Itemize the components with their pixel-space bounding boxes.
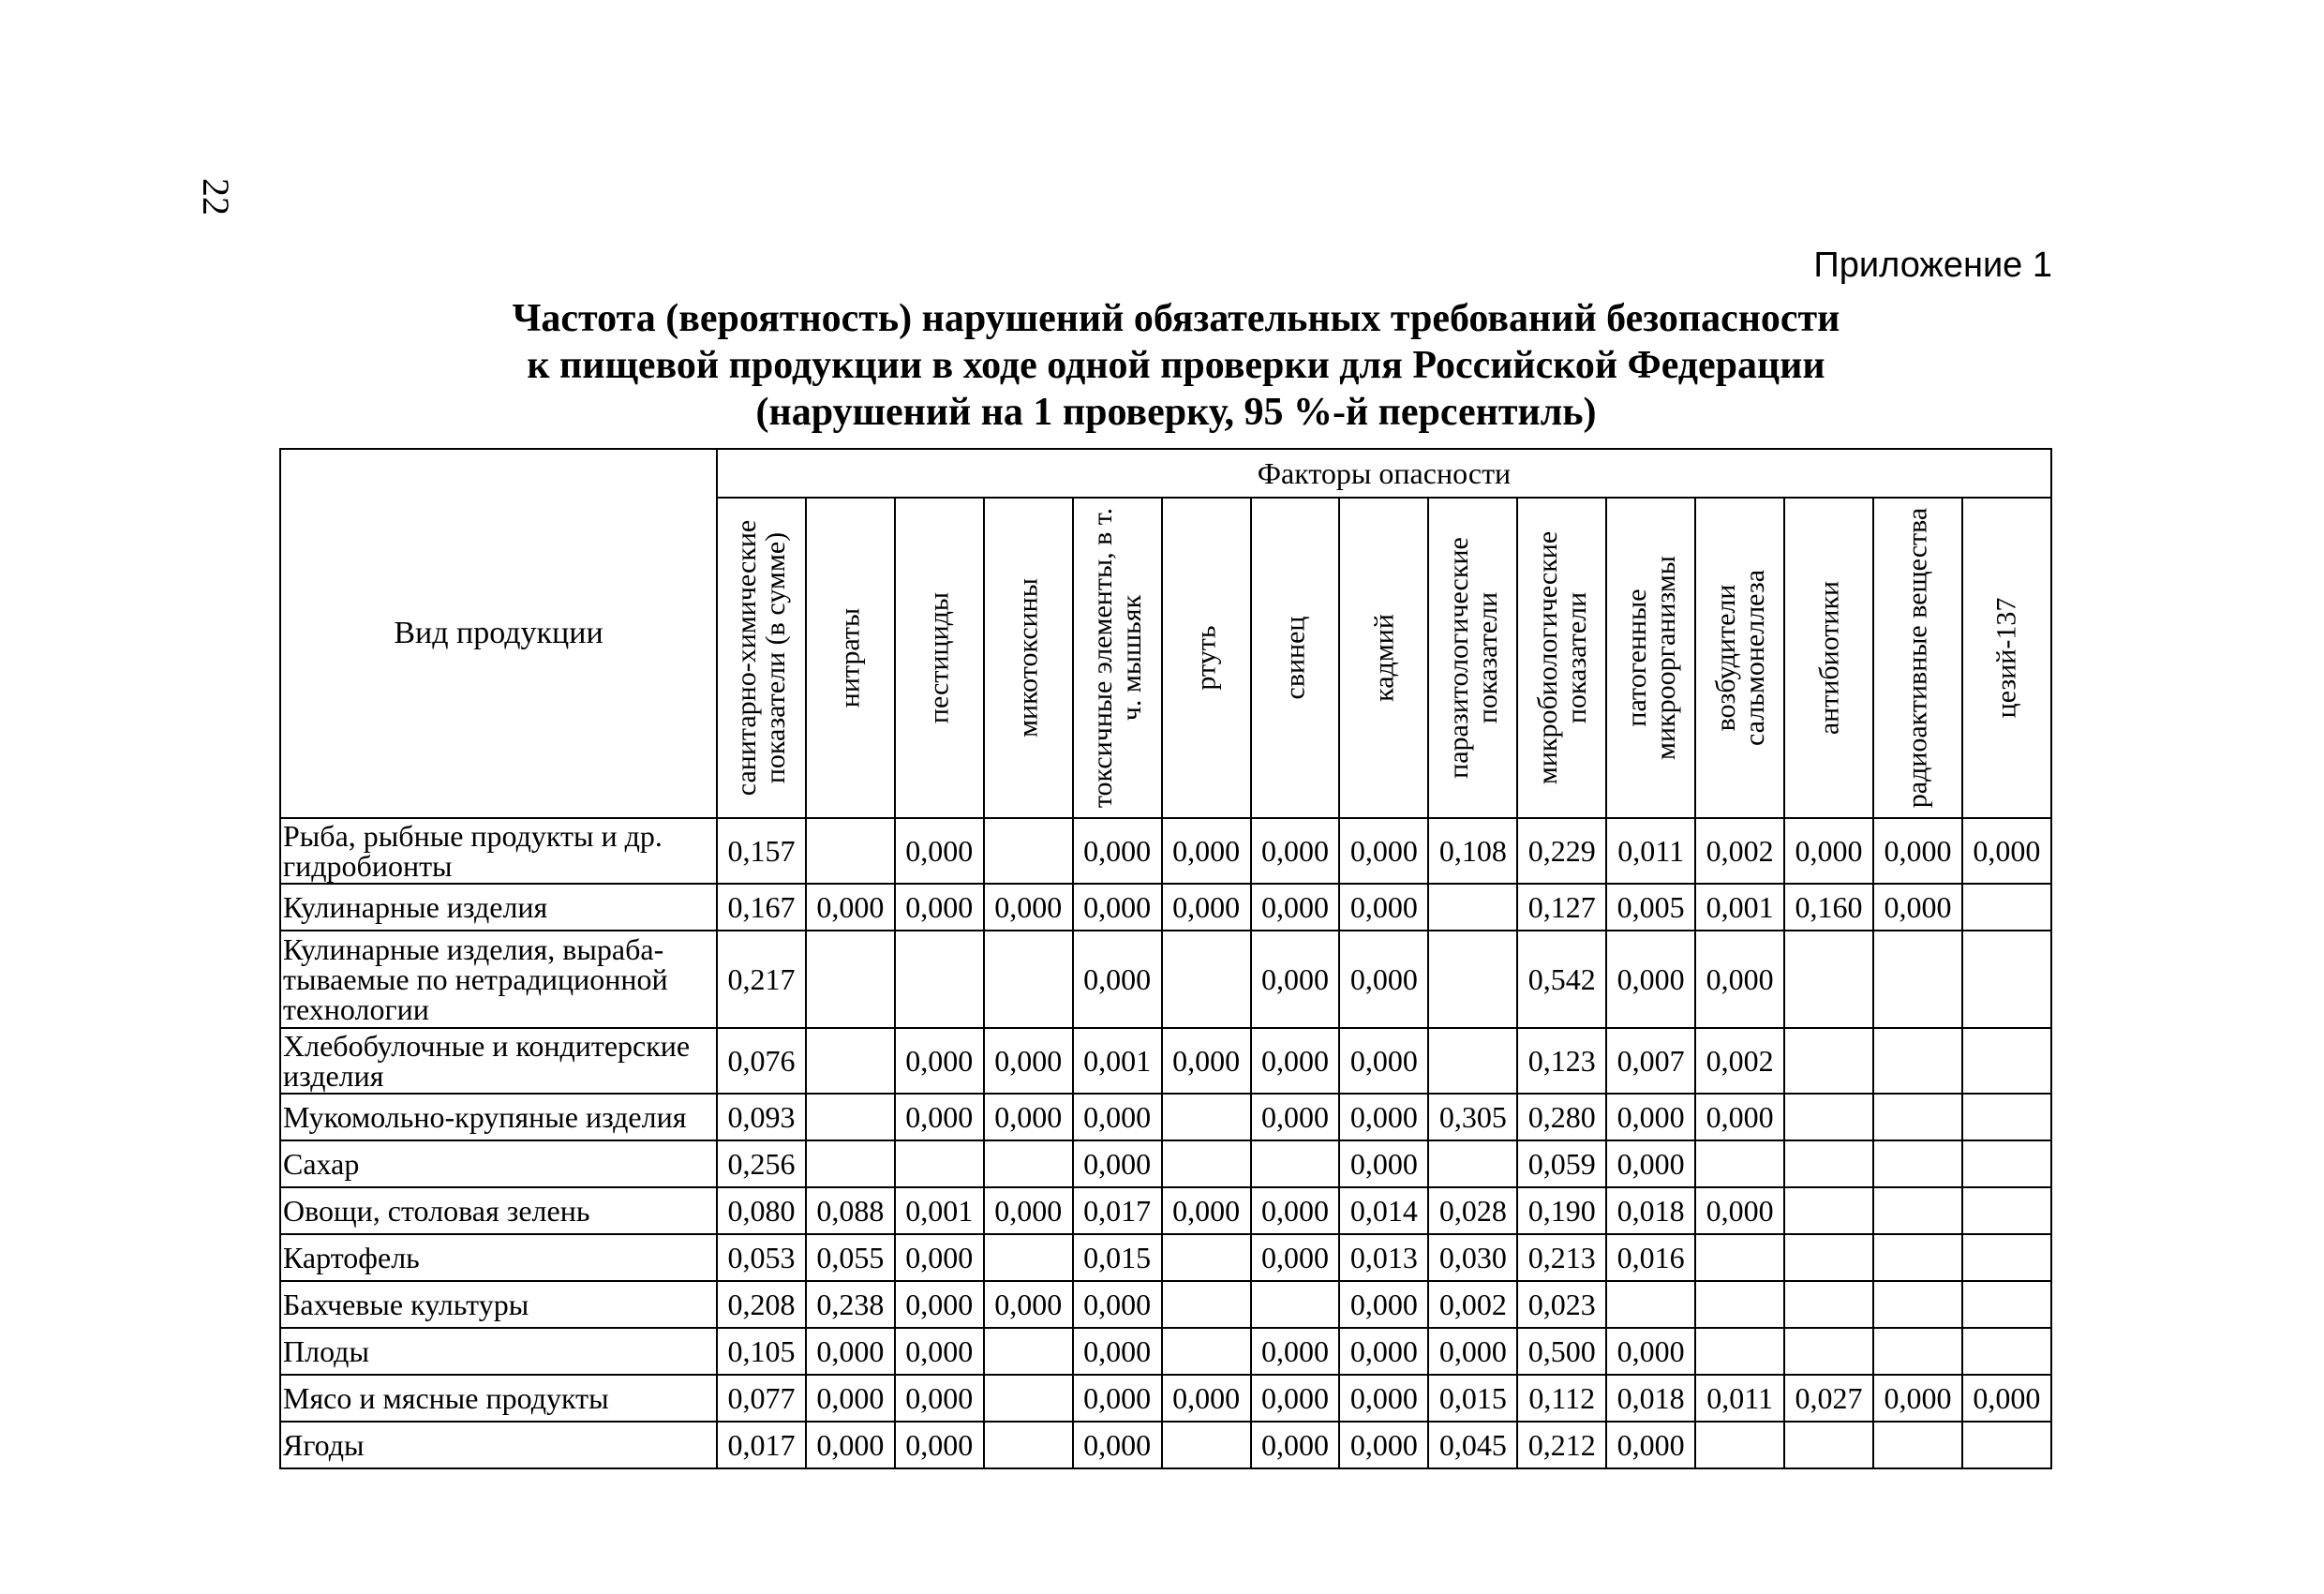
factor-column-header xyxy=(1428,498,1517,818)
value-cell xyxy=(1162,1094,1251,1140)
value-cell: 0,000 xyxy=(1339,1422,1428,1468)
value-cell xyxy=(1784,1422,1873,1468)
value-cell: 0,000 xyxy=(806,1422,895,1468)
value-cell: 0,000 xyxy=(984,1281,1073,1328)
factor-column-header xyxy=(1873,498,1962,818)
value-cell: 0,000 xyxy=(1695,1187,1784,1234)
product-name-cell: Овощи, столовая зелень xyxy=(280,1187,717,1234)
value-cell xyxy=(1873,1234,1962,1281)
value-cell xyxy=(1962,1422,2051,1468)
value-cell: 0,000 xyxy=(1339,1028,1428,1094)
value-cell: 0,000 xyxy=(1162,818,1251,884)
value-cell: 0,017 xyxy=(717,1422,806,1468)
title-line-1: Частота (вероятность) нарушений обязательных требований безопасности xyxy=(512,297,1840,340)
value-cell: 0,028 xyxy=(1428,1187,1517,1234)
value-cell: 0,002 xyxy=(1695,818,1784,884)
value-cell: 0,000 xyxy=(1873,818,1962,884)
value-cell: 0,000 xyxy=(1339,1375,1428,1422)
value-cell: 0,000 xyxy=(1606,1328,1695,1375)
value-cell: 0,000 xyxy=(1073,1328,1162,1375)
value-cell xyxy=(1962,1187,2051,1234)
value-cell xyxy=(1606,1281,1695,1328)
value-cell xyxy=(984,1422,1073,1468)
value-cell: 0,000 xyxy=(1339,884,1428,931)
value-cell: 0,000 xyxy=(1073,1281,1162,1328)
value-cell: 0,015 xyxy=(1073,1234,1162,1281)
value-cell: 0,016 xyxy=(1606,1234,1695,1281)
value-cell: 0,160 xyxy=(1784,884,1873,931)
value-cell xyxy=(1784,1328,1873,1375)
value-cell: 0,000 xyxy=(1339,1328,1428,1375)
table-row xyxy=(280,1375,2051,1422)
value-cell xyxy=(1428,1140,1517,1187)
value-cell: 0,212 xyxy=(1517,1422,1606,1468)
product-name-cell: Мукомольно-крупяные изделия xyxy=(280,1094,717,1140)
factor-column-header xyxy=(806,498,895,818)
value-cell: 0,000 xyxy=(806,884,895,931)
product-name-cell: Картофель xyxy=(280,1234,717,1281)
value-cell xyxy=(1428,884,1517,931)
value-cell xyxy=(1962,1140,2051,1187)
value-cell: 0,000 xyxy=(1251,931,1340,1028)
value-cell xyxy=(1784,1028,1873,1094)
value-cell: 0,000 xyxy=(1162,1187,1251,1234)
value-cell xyxy=(1162,1328,1251,1375)
value-cell: 0,213 xyxy=(1517,1234,1606,1281)
value-cell: 0,000 xyxy=(1339,1094,1428,1140)
value-cell: 0,000 xyxy=(1162,1375,1251,1422)
violations-table xyxy=(279,448,2052,1469)
value-cell xyxy=(1873,1094,1962,1140)
value-cell: 0,238 xyxy=(806,1281,895,1328)
value-cell: 0,229 xyxy=(1517,818,1606,884)
value-cell: 0,011 xyxy=(1695,1375,1784,1422)
value-cell: 0,000 xyxy=(1073,884,1162,931)
title-line-2: к пищевой продукции в ходе одной проверки для Российской Федерации xyxy=(527,344,1825,387)
value-cell: 0,000 xyxy=(1251,818,1340,884)
value-cell: 0,000 xyxy=(1695,931,1784,1028)
factor-column-label: радиоактивные вещества xyxy=(1901,507,1933,809)
value-cell xyxy=(1428,931,1517,1028)
value-cell xyxy=(806,818,895,884)
value-cell: 0,000 xyxy=(1251,1422,1340,1468)
factor-column-label: микотоксины xyxy=(1012,578,1044,737)
value-cell: 0,167 xyxy=(717,884,806,931)
value-cell: 0,127 xyxy=(1517,884,1606,931)
value-cell xyxy=(1962,1028,2051,1094)
value-cell: 0,000 xyxy=(1251,1187,1340,1234)
value-cell: 0,000 xyxy=(895,1328,984,1375)
value-cell xyxy=(1784,1094,1873,1140)
value-cell: 0,000 xyxy=(1073,1094,1162,1140)
product-name-cell: Ягоды xyxy=(280,1422,717,1468)
factor-column-label: возбудители сальмонеллеза xyxy=(1709,569,1770,747)
table-row xyxy=(280,1422,2051,1468)
factor-column-header xyxy=(1606,498,1695,818)
value-cell: 0,000 xyxy=(1251,1028,1340,1094)
value-cell: 0,053 xyxy=(717,1234,806,1281)
value-cell xyxy=(1784,1281,1873,1328)
value-cell: 0,000 xyxy=(895,1375,984,1422)
product-name-cell: Бахчевые культуры xyxy=(280,1281,717,1328)
value-cell: 0,000 xyxy=(1606,1094,1695,1140)
value-cell xyxy=(1784,1140,1873,1187)
factor-column-header xyxy=(895,498,984,818)
value-cell: 0,000 xyxy=(1339,1281,1428,1328)
value-cell: 0,000 xyxy=(984,1094,1073,1140)
value-cell: 0,542 xyxy=(1517,931,1606,1028)
table-row xyxy=(280,1140,2051,1187)
value-cell: 0,000 xyxy=(895,1281,984,1328)
value-cell: 0,000 xyxy=(1428,1328,1517,1375)
value-cell: 0,000 xyxy=(1073,818,1162,884)
value-cell: 0,157 xyxy=(717,818,806,884)
table-row xyxy=(280,818,2051,884)
value-cell: 0,000 xyxy=(1162,884,1251,931)
value-cell: 0,000 xyxy=(1073,1375,1162,1422)
value-cell xyxy=(1873,1140,1962,1187)
value-cell: 0,280 xyxy=(1517,1094,1606,1140)
value-cell xyxy=(1162,1234,1251,1281)
value-cell: 0,001 xyxy=(895,1187,984,1234)
value-cell xyxy=(1962,1094,2051,1140)
factor-column-header xyxy=(1517,498,1606,818)
value-cell xyxy=(806,1094,895,1140)
factor-column-header xyxy=(1251,498,1340,818)
value-cell xyxy=(1962,1234,2051,1281)
value-cell: 0,000 xyxy=(1873,884,1962,931)
factor-column-label: кадмий xyxy=(1368,614,1400,702)
factor-column-label: токсичные элементы, в т. ч. мышьяк xyxy=(1087,507,1148,809)
value-cell: 0,000 xyxy=(1073,931,1162,1028)
page-number: 22 xyxy=(195,178,237,216)
value-cell: 0,000 xyxy=(1251,1094,1340,1140)
value-cell: 0,059 xyxy=(1517,1140,1606,1187)
value-cell: 0,000 xyxy=(1251,1375,1340,1422)
value-cell xyxy=(1873,931,1962,1028)
value-cell: 0,000 xyxy=(1695,1094,1784,1140)
value-cell xyxy=(1695,1234,1784,1281)
value-cell: 0,000 xyxy=(1962,818,2051,884)
value-cell: 0,018 xyxy=(1606,1375,1695,1422)
table-row xyxy=(280,931,2051,1028)
factor-column-label: антибиотики xyxy=(1813,580,1845,736)
value-cell: 0,000 xyxy=(895,1094,984,1140)
product-name-cell: Плоды xyxy=(280,1328,717,1375)
value-cell: 0,000 xyxy=(1073,1140,1162,1187)
factor-column-header xyxy=(1073,498,1162,818)
value-cell xyxy=(1784,1234,1873,1281)
value-cell xyxy=(1695,1328,1784,1375)
factor-column-label: пестициды xyxy=(923,591,955,724)
title-line-3: (нарушений на 1 проверку, 95 %-й персентиль) xyxy=(755,391,1597,434)
value-cell xyxy=(1428,1028,1517,1094)
value-cell xyxy=(1162,931,1251,1028)
value-cell xyxy=(1962,884,2051,931)
value-cell: 0,013 xyxy=(1339,1234,1428,1281)
table-row xyxy=(280,1028,2051,1094)
factor-column-header xyxy=(717,498,806,818)
value-cell xyxy=(1162,1422,1251,1468)
product-name-cell: Кулинарные изделия, выраба-тываемые по нетрадиционной технологии xyxy=(280,931,717,1028)
value-cell: 0,000 xyxy=(1339,931,1428,1028)
value-cell: 0,112 xyxy=(1517,1375,1606,1422)
factor-column-label: цезий-137 xyxy=(1990,597,2022,719)
value-cell: 0,002 xyxy=(1428,1281,1517,1328)
value-cell: 0,000 xyxy=(895,1234,984,1281)
value-cell xyxy=(1873,1422,1962,1468)
product-name-cell: Мясо и мясные продукты xyxy=(280,1375,717,1422)
value-cell xyxy=(984,931,1073,1028)
value-cell xyxy=(1873,1281,1962,1328)
value-cell: 0,027 xyxy=(1784,1375,1873,1422)
value-cell: 0,080 xyxy=(717,1187,806,1234)
value-cell xyxy=(984,1328,1073,1375)
value-cell: 0,000 xyxy=(1339,818,1428,884)
value-cell xyxy=(984,1140,1073,1187)
value-cell xyxy=(1695,1422,1784,1468)
value-cell: 0,190 xyxy=(1517,1187,1606,1234)
factor-column-header xyxy=(984,498,1073,818)
value-cell xyxy=(1784,1187,1873,1234)
value-cell xyxy=(1873,1028,1962,1094)
value-cell: 0,007 xyxy=(1606,1028,1695,1094)
value-cell xyxy=(1873,1328,1962,1375)
value-cell: 0,000 xyxy=(1606,931,1695,1028)
value-cell: 0,208 xyxy=(717,1281,806,1328)
factor-column-label: свинец xyxy=(1279,616,1311,700)
product-name-cell: Сахар xyxy=(280,1140,717,1187)
value-cell: 0,000 xyxy=(1251,1328,1340,1375)
value-cell: 0,000 xyxy=(895,884,984,931)
value-cell: 0,305 xyxy=(1428,1094,1517,1140)
table-row xyxy=(280,1281,2051,1328)
value-cell: 0,000 xyxy=(1162,1028,1251,1094)
value-cell: 0,045 xyxy=(1428,1422,1517,1468)
table-row xyxy=(280,1187,2051,1234)
value-cell: 0,000 xyxy=(895,1028,984,1094)
value-cell xyxy=(806,1140,895,1187)
value-cell xyxy=(1695,1281,1784,1328)
product-column-header: Вид продукции xyxy=(280,449,717,818)
product-name-cell: Рыба, рыбные продукты и др. гидробионты xyxy=(280,818,717,884)
value-cell xyxy=(895,1140,984,1187)
factors-header: Факторы опасности xyxy=(717,449,2051,498)
table-row xyxy=(280,1094,2051,1140)
appendix-label: Приложение 1 xyxy=(1813,246,2052,285)
value-cell: 0,000 xyxy=(806,1375,895,1422)
value-cell: 0,000 xyxy=(1251,884,1340,931)
value-cell: 0,018 xyxy=(1606,1187,1695,1234)
value-cell: 0,088 xyxy=(806,1187,895,1234)
value-cell xyxy=(806,1028,895,1094)
value-cell: 0,017 xyxy=(1073,1187,1162,1234)
value-cell xyxy=(1873,1187,1962,1234)
value-cell: 0,000 xyxy=(984,884,1073,931)
value-cell xyxy=(1251,1140,1340,1187)
value-cell: 0,002 xyxy=(1695,1028,1784,1094)
value-cell: 0,011 xyxy=(1606,818,1695,884)
factor-column-header xyxy=(1695,498,1784,818)
value-cell: 0,123 xyxy=(1517,1028,1606,1094)
factor-column-label: микробиологические показатели xyxy=(1531,530,1592,785)
value-cell: 0,105 xyxy=(717,1328,806,1375)
value-cell: 0,076 xyxy=(717,1028,806,1094)
value-cell: 0,000 xyxy=(1873,1375,1962,1422)
factor-column-header xyxy=(1962,498,2051,818)
value-cell: 0,000 xyxy=(1606,1140,1695,1187)
value-cell: 0,093 xyxy=(717,1094,806,1140)
factor-column-header xyxy=(1339,498,1428,818)
factor-column-header xyxy=(1162,498,1251,818)
value-cell: 0,000 xyxy=(1251,1234,1340,1281)
value-cell: 0,256 xyxy=(717,1140,806,1187)
value-cell: 0,030 xyxy=(1428,1234,1517,1281)
value-cell: 0,023 xyxy=(1517,1281,1606,1328)
value-cell: 0,000 xyxy=(984,1187,1073,1234)
product-name-cell: Хлебобулочные и кондитерские изделия xyxy=(280,1028,717,1094)
value-cell: 0,000 xyxy=(1606,1422,1695,1468)
factor-column-label: ртуть xyxy=(1190,625,1222,691)
value-cell: 0,217 xyxy=(717,931,806,1028)
value-cell: 0,000 xyxy=(806,1328,895,1375)
value-cell xyxy=(1962,1328,2051,1375)
value-cell: 0,000 xyxy=(984,1028,1073,1094)
factor-column-label: нитраты xyxy=(834,607,866,708)
value-cell xyxy=(1784,931,1873,1028)
value-cell xyxy=(806,931,895,1028)
value-cell: 0,000 xyxy=(1073,1422,1162,1468)
value-cell: 0,108 xyxy=(1428,818,1517,884)
value-cell: 0,001 xyxy=(1073,1028,1162,1094)
value-cell: 0,077 xyxy=(717,1375,806,1422)
value-cell: 0,055 xyxy=(806,1234,895,1281)
value-cell xyxy=(1251,1281,1340,1328)
value-cell: 0,001 xyxy=(1695,884,1784,931)
value-cell xyxy=(1962,1281,2051,1328)
value-cell xyxy=(984,1234,1073,1281)
table-row xyxy=(280,1328,2051,1375)
factor-column-label: санитарно-химические показатели (в сумме) xyxy=(731,519,792,797)
value-cell: 0,000 xyxy=(895,1422,984,1468)
value-cell xyxy=(895,931,984,1028)
value-cell xyxy=(984,818,1073,884)
value-cell: 0,500 xyxy=(1517,1328,1606,1375)
table-row xyxy=(280,1234,2051,1281)
value-cell: 0,015 xyxy=(1428,1375,1517,1422)
factor-column-header xyxy=(1784,498,1873,818)
value-cell: 0,014 xyxy=(1339,1187,1428,1234)
table-row xyxy=(280,884,2051,931)
value-cell xyxy=(1695,1140,1784,1187)
document-title xyxy=(450,295,1902,436)
product-name-cell: Кулинарные изделия xyxy=(280,884,717,931)
value-cell: 0,000 xyxy=(895,818,984,884)
value-cell xyxy=(1162,1140,1251,1187)
value-cell: 0,000 xyxy=(1339,1140,1428,1187)
value-cell xyxy=(1962,931,2051,1028)
value-cell: 0,000 xyxy=(1962,1375,2051,1422)
value-cell xyxy=(984,1375,1073,1422)
factor-column-label: паразитологические показатели xyxy=(1442,537,1503,779)
value-cell: 0,005 xyxy=(1606,884,1695,931)
value-cell xyxy=(1162,1281,1251,1328)
value-cell: 0,000 xyxy=(1784,818,1873,884)
factor-column-label: патогенные микроорганизмы xyxy=(1620,556,1681,760)
